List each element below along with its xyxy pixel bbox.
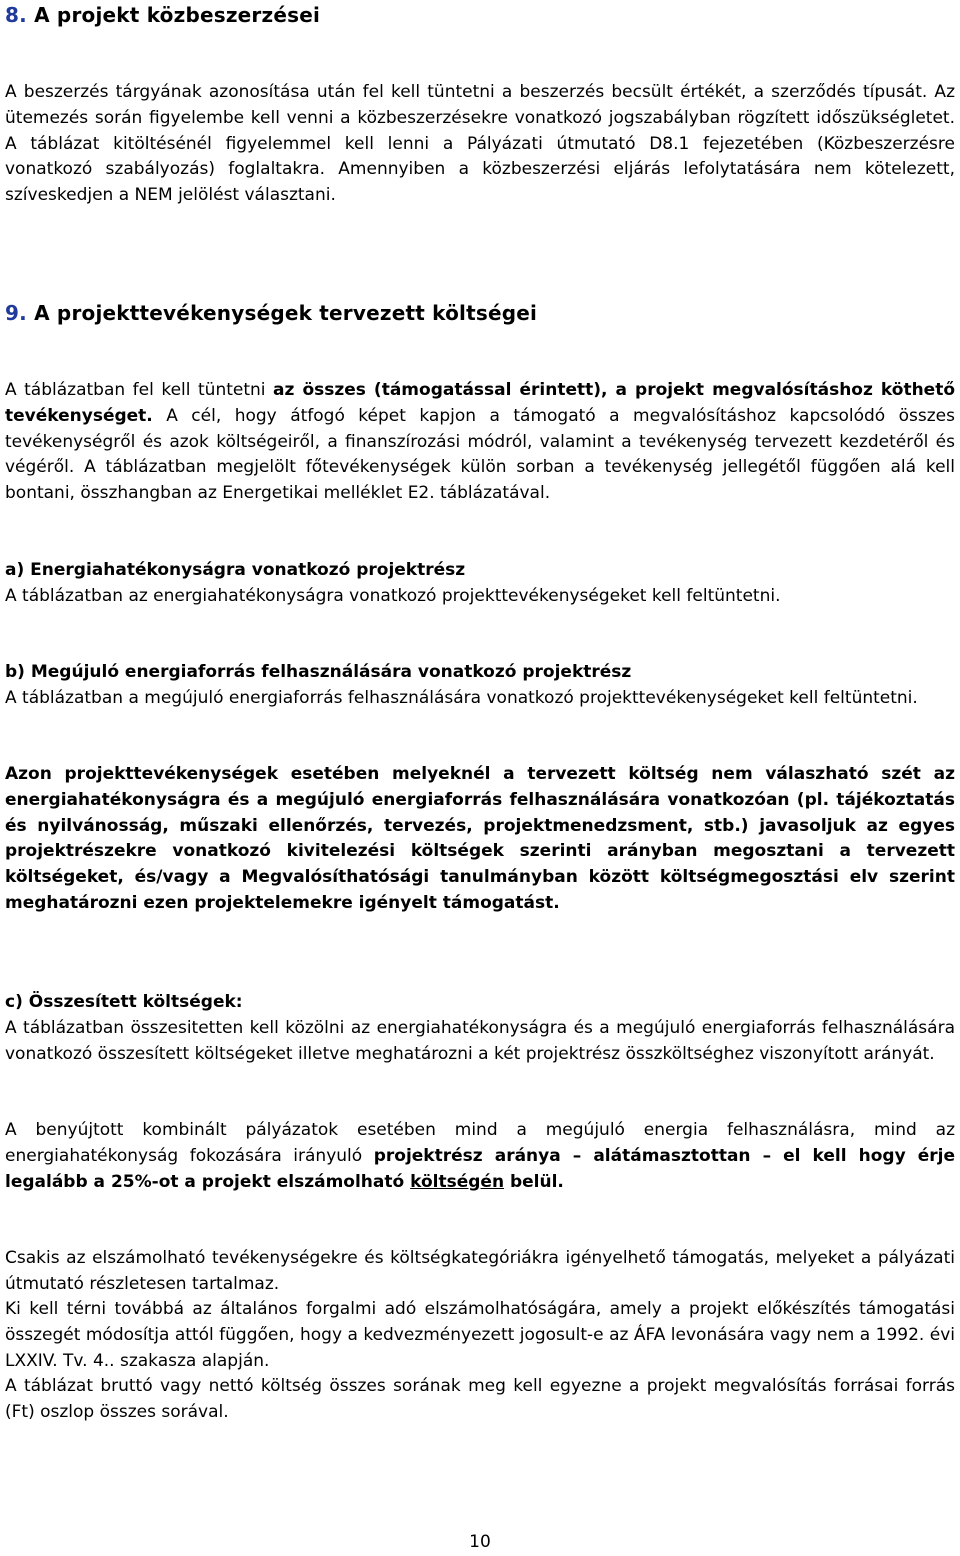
- subsection-b: [5, 660, 955, 712]
- section-9-heading: [5, 298, 537, 328]
- subsection-a-text: A táblázatban az energiahatékonyságra vonatkozó projekttevékenységeket kell feltüntetni.: [5, 585, 781, 606]
- section-8-heading: [5, 0, 320, 30]
- section-9-intro-paragraph: [5, 378, 955, 507]
- subsection-a-heading: a) Energiahatékonyságra vonatkozó projektrész: [5, 560, 466, 580]
- combined-application-paragraph: [5, 1118, 955, 1195]
- intro-text-bold: az összes (támogatással érintett), a projekt megvalósításhoz köthető tevékenységet.: [5, 380, 956, 426]
- vat-paragraph: Ki kell térni továbbá az általános forgalmi adó elszámolhatóságára, amely a projekt előkészítés támogatási összegét módosítja attól függően, hogy a kedvezményezett jogosult-e az ÁFA levonására vagy nem a 1992. évi LXXIV. Tv. 4.. szakasza alapján.: [5, 1299, 955, 1371]
- intro-text-a: A táblázatban fel kell tüntetni: [5, 380, 274, 400]
- cost-split-bold-paragraph: [5, 762, 955, 917]
- cost-split-text: Azon projekttevékenységek esetében melyeknél a tervezett költség nem válaszható szét az energiahatékonyságra és a megújuló energiaforrás felhasználására vonatkozóan (pl. tájékoztatás és nyilvánosság, műszaki ellenőrzés, tervezés, projektmenedzsment, stb.) javasoljuk az egyes projektrészekre vonatkozó kivitelezési költségek szerinti arányban megosztani a tervezett költségeket, és/vagy a Megvalósíthatósági tanulmányban között költségmegosztási elv szerint meghatározni ezen projektelemekre igényelt támogatást.: [5, 764, 955, 913]
- section-8-number: 8.: [5, 3, 27, 27]
- subsection-c: [5, 990, 955, 1067]
- section-8-paragraph: A beszerzés tárgyának azonosítása után fel kell tüntetni a beszerzés becsült értékét, a szerződés típusát. Az ütemezés során figyelembe kell venni a közbeszerzésekre vonatkozó jogszabályban rögzített időszükségletet. A táblázat kitöltésénél figyelemmel kell lenni a Pályázati útmutató D8.1 fejezetében (Közbeszerzésre vonatkozó szabályozás) foglaltakra. Amennyiben a közbeszerzési eljárás lefolytatására nem kötelezett, szíveskedjen a NEM jelölést választani.: [5, 82, 955, 206]
- section-9-title: A projekttevékenységek tervezett költségei: [34, 301, 538, 325]
- eligible-costs-paragraph: Csakis az elszámolható tevékenységekre és költségkategóriákra igényelhető támogatás, melyeket a pályázati útmutató részletesen tartalmaz.: [5, 1248, 955, 1294]
- gross-net-paragraph: A táblázat bruttó vagy nettó költség összes sorának meg kell egyezne a projekt megvalósítás forrásai forrás (Ft) oszlop összes sorával.: [5, 1376, 955, 1422]
- subsection-b-heading: b) Megújuló energiaforrás felhasználására vonatkozó projektrész: [5, 662, 632, 682]
- subsection-c-heading: c) Összesített költségek:: [5, 992, 243, 1012]
- page-number: 10: [469, 1532, 491, 1552]
- subsection-b-text: A táblázatban a megújuló energiaforrás felhasználására vonatkozó projekttevékenységeket kell feltüntetni.: [5, 687, 918, 708]
- combined-text-underlined: költségén: [410, 1171, 505, 1192]
- combined-text-end: belül.: [504, 1171, 564, 1192]
- subsection-c-text: A táblázatban összesitetten kell közölni az energiahatékonyságra és a megújuló energiaforrás felhasználására vonatkozó összesített költségeket illetve meghatározni a két projektrész összköltséghez viszonyított arányát.: [5, 1017, 955, 1064]
- combined-text-bold: projektrész aránya – alátámasztottan – el kell hogy érje legalább a 25%-ot a projekt elszámolható: [5, 1145, 956, 1192]
- intro-text-c: A cél, hogy átfogó képet kapjon a támogató a megvalósításhoz kapcsolódó összes tevékenységről és azok költségeiről, a finanszírozási módról, valamint a tevékenység tervezett kezdetéről és végéről. A táblázatban megjelölt főtevékenységek külön sorban a tevékenység jellegétől függően alá kell bontani, összhangban az Energetikai melléklet E2. táblázatával.: [5, 405, 955, 504]
- section-8-title: A projekt közbeszerzései: [34, 3, 321, 27]
- combined-text-a: A benyújtott kombinált pályázatok esetében mind a megújuló energia felhasználásra, mind az energiahatékonyság fokozására irányuló: [5, 1120, 955, 1166]
- subsection-a: [5, 558, 955, 610]
- section-9-number: 9.: [5, 301, 27, 325]
